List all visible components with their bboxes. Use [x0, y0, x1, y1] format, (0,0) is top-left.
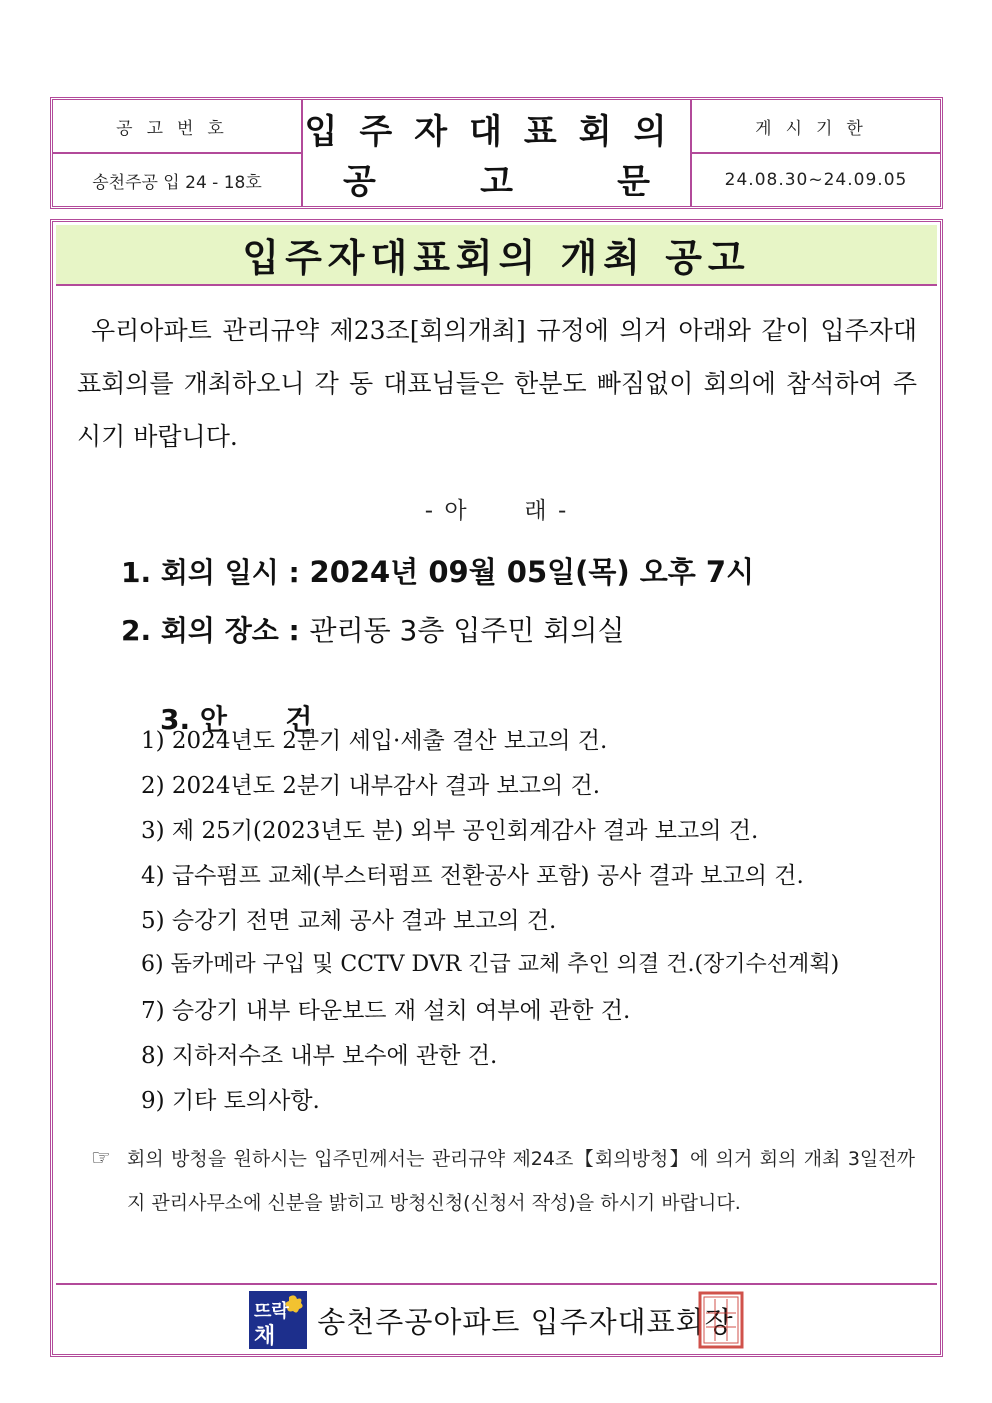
agenda-item: 8) 지하저수조 내부 보수에 관한 건. — [141, 1043, 498, 1069]
header-title-line2 — [303, 152, 690, 204]
item-meeting-location — [121, 609, 625, 649]
item-value: 관리동 3층 입주민 회의실 — [309, 614, 625, 647]
item-separator: : — [278, 556, 310, 589]
agenda-item: 2) 2024년도 2분기 내부감사 결과 보고의 건. — [141, 773, 601, 799]
official-seal-icon — [698, 1291, 744, 1349]
svg-text:채: 채 — [254, 1324, 276, 1349]
item-agenda-heading — [121, 665, 312, 771]
attendance-note — [91, 1137, 915, 1225]
apartment-logo-icon — [249, 1291, 307, 1349]
posting-period-value: 24.08.30~24.09.05 — [724, 170, 908, 190]
agenda-item: 6) 돔카메라 구입 및 CCTV DVR 긴급 교체 추인 의결 건.(장기수선계획) — [141, 952, 840, 977]
item-separator: : — [278, 614, 310, 647]
agenda-item: 1) 2024년도 2분기 세입·세출 결산 보고의 건. — [141, 728, 608, 754]
posting-period-label: 게시기한 — [755, 118, 877, 139]
agenda-item: 7) 승강기 내부 타운보드 재 설치 여부에 관한 건. — [141, 998, 631, 1024]
footer — [53, 1287, 940, 1353]
header-title-char-2: 고 — [480, 161, 513, 202]
item-label: 3. 안 건 — [160, 703, 313, 736]
notice-number-value: 송천주공 입 24 - 18호 — [92, 172, 262, 193]
intro-paragraph — [77, 304, 917, 463]
item-meeting-datetime — [121, 550, 754, 591]
header-table — [50, 97, 943, 209]
notice-number-label: 공고번호 — [116, 118, 238, 139]
notice-body — [50, 219, 943, 1357]
item-label: 2. 회의 장소 — [121, 614, 279, 647]
item-label: 1. 회의 일시 — [121, 556, 279, 589]
svg-text:뜨락: 뜨락 — [254, 1301, 290, 1322]
agenda-item: 5) 승강기 전면 교체 공사 결과 보고의 건. — [141, 908, 557, 934]
signature-text: 송천주공아파트 입주자대표회장 — [317, 1304, 734, 1339]
agenda-item: 4) 급수펌프 교체(부스터펌프 전환공사 포함) 공사 결과 보고의 건. — [141, 863, 804, 889]
header-title-char-3: 문 — [617, 161, 650, 202]
agenda-item: 3) 제 25기(2023년도 분) 외부 공인회계감사 결과 보고의 건. — [141, 818, 759, 844]
note-text: 회의 방청을 원하시는 입주민께서는 관리규약 제24조【회의방청】에 의거 회의 개최 3일전까지 관리사무소에 신분을 밝히고 방청신청(신청서 작성)을 하시기 바랍니다. — [127, 1148, 915, 1214]
header-title-char-1: 공 — [343, 161, 376, 202]
pointing-hand-icon: ☞ — [91, 1146, 111, 1171]
agenda-item: 9) 기타 토의사항. — [141, 1088, 320, 1114]
sub-heading: - 아 래 - — [424, 498, 569, 524]
footer-divider — [56, 1283, 937, 1285]
document-title: 입주자대표회의 개최 공고 — [56, 225, 937, 286]
item-value: 2024년 09월 05일(목) 오후 7시 — [309, 555, 755, 589]
intro-text: 우리아파트 관리규약 제23조[회의개최] 규정에 의거 아래와 같이 입주자대표회의를 개최하오니 각 동 대표님들은 한분도 빠짐없이 회의에 참석하여 주시기 바랍니다. — [77, 316, 917, 451]
header-title-line1: 입주자대표회의 — [304, 111, 689, 152]
